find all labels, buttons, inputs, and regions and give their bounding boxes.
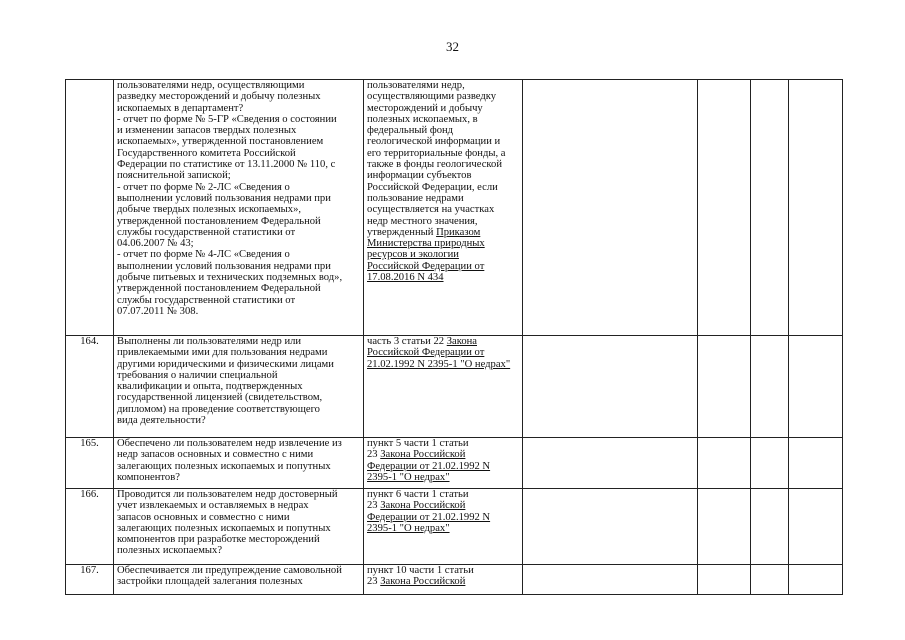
yes-cell: [698, 336, 751, 438]
reference-line: [367, 114, 519, 125]
law-link[interactable]: Приказом: [436, 226, 481, 238]
reference-text: также в фонды геологической: [367, 159, 503, 171]
answer-cell: [523, 336, 698, 438]
reference-text: утвержденный: [367, 226, 437, 238]
table-row: [66, 336, 843, 438]
law-link[interactable]: 2395-1 "О недрах": [367, 471, 450, 483]
question-line: Федерации по статистике от 13.11.2000 № 110, с: [117, 159, 336, 171]
question-line: - отчет по форме № 5-ГР «Сведения о состоянии: [117, 113, 337, 125]
reference-line: [367, 523, 519, 534]
legal-reference-cell: [364, 565, 523, 595]
reference-line: [367, 461, 519, 472]
reference-line: [367, 489, 519, 500]
question-line: привлекаемыми ими для пользования недрами: [117, 347, 328, 359]
law-link[interactable]: 17.08.2016 N 434: [367, 272, 444, 284]
reference-text: полезных ископаемых, в: [367, 113, 478, 125]
no-cell: [751, 80, 789, 336]
reference-line: [367, 359, 519, 370]
note-cell: [789, 336, 843, 438]
yes-cell: [698, 565, 751, 595]
question-cell: [114, 489, 364, 565]
reference-text: Российской Федерации, если: [367, 181, 498, 193]
no-cell: [751, 336, 789, 438]
yes-cell: [698, 80, 751, 336]
reference-text: 23: [367, 500, 381, 512]
table-row: [66, 565, 843, 595]
question-line: Обеспечивается ли предупреждение самовольной: [117, 565, 342, 576]
question-cell: [114, 336, 364, 438]
question-cell: [114, 438, 364, 489]
question-line: полезных ископаемых?: [117, 545, 223, 557]
question-cell: [114, 80, 364, 336]
reference-line: [367, 227, 519, 238]
question-line: вида деятельности?: [117, 415, 206, 427]
reference-line: [367, 136, 519, 147]
reference-line: [367, 272, 519, 283]
question-line: пользователями недр, осуществляющими: [117, 80, 305, 91]
reference-text: пользование недрами: [367, 192, 464, 204]
yes-cell: [698, 489, 751, 565]
question-line: учет извлекаемых и оставляемых в недрах: [117, 500, 309, 512]
law-link[interactable]: Министерства природных: [367, 238, 485, 250]
no-cell: [751, 489, 789, 565]
reference-text: осуществляется на участках: [367, 204, 495, 216]
reference-line: [367, 438, 519, 449]
question-line: и изменении запасов твердых полезных: [117, 125, 297, 137]
table-row: [66, 489, 843, 565]
law-link[interactable]: ресурсов и экологии: [367, 249, 459, 261]
question-line: добыче твердых полезных ископаемых»,: [117, 204, 302, 216]
law-link[interactable]: Российской Федерации от: [367, 347, 485, 359]
question-line: Проводится ли пользователем недр достоверный: [117, 489, 338, 500]
reference-line: [367, 91, 519, 102]
reference-text: осуществляющими разведку: [367, 91, 497, 103]
no-cell: [751, 438, 789, 489]
reference-line: [367, 182, 519, 193]
question-line: требования о наличии специальной: [117, 369, 278, 381]
row-number: 165.: [66, 438, 114, 489]
question-line: Выполнены ли пользователями недр или: [117, 336, 302, 347]
reference-line: [367, 159, 519, 170]
answer-cell: [523, 489, 698, 565]
reference-line: [367, 216, 519, 227]
page-number: 32: [446, 39, 459, 54]
question-line: другими юридическими и физическими лицами: [117, 358, 334, 370]
question-line: дипломом) на проведение соответствующего: [117, 403, 320, 415]
row-number: 167.: [66, 565, 114, 595]
question-line: - отчет по форме № 4-ЛС «Сведения о: [117, 249, 290, 261]
question-line: службы государственной статистики от: [117, 226, 296, 238]
question-line: компонентов при разработке месторождений: [117, 534, 320, 546]
question-line: Обеспечено ли пользователем недр извлечение из: [117, 438, 342, 449]
legal-reference-cell: [364, 336, 523, 438]
reference-line: [367, 170, 519, 181]
note-cell: [789, 438, 843, 489]
reference-line: [367, 512, 519, 523]
reference-text: пункт 6 части 1 статьи: [367, 489, 469, 500]
note-cell: [789, 80, 843, 336]
reference-text: месторождений и добычу: [367, 102, 483, 114]
question-line: добыче питьевых и технических подземных вод»,: [117, 272, 343, 284]
reference-text: информации субъектов: [367, 170, 472, 182]
question-line: 07.07.2011 № 308.: [117, 305, 199, 317]
reference-text: 23: [367, 449, 381, 461]
reference-line: [367, 261, 519, 272]
row-number: 164.: [66, 336, 114, 438]
reference-text: пункт 10 части 1 статьи: [367, 565, 474, 576]
reference-line: [367, 500, 519, 511]
legal-reference-cell: [364, 80, 523, 336]
reference-text: недр местного значения,: [367, 215, 478, 227]
reference-line: [367, 336, 519, 347]
reference-line: [367, 148, 519, 159]
reference-text: его территориальные фонды, а: [367, 147, 506, 159]
no-cell: [751, 565, 789, 595]
law-link[interactable]: Закона Российской: [380, 576, 466, 588]
reference-line: [367, 193, 519, 204]
law-link[interactable]: Российской Федерации от: [367, 260, 485, 272]
row-number: [66, 80, 114, 336]
reference-line: [367, 472, 519, 483]
answer-cell: [523, 438, 698, 489]
law-link[interactable]: 21.02.1992 N 2395-1 "О недрах": [367, 358, 511, 370]
reference-line: [367, 125, 519, 136]
law-link[interactable]: Федерации от 21.02.1992 N: [367, 511, 491, 523]
law-link[interactable]: Закона Российской: [380, 500, 466, 512]
reference-text: пользователями недр,: [367, 80, 465, 91]
question-line: службы государственной статистики от: [117, 294, 296, 306]
table-row: [66, 80, 843, 336]
question-line: 04.06.2007 № 43;: [117, 238, 194, 250]
question-line: залегающих полезных ископаемых и попутных: [117, 522, 331, 534]
question-line: государственной лицензией (свидетельством,: [117, 392, 323, 404]
reference-line: [367, 449, 519, 460]
row-number: 166.: [66, 489, 114, 565]
question-line: Государственного комитета Российской: [117, 147, 296, 159]
checklist-table: [65, 79, 843, 595]
reference-text: федеральный фонд: [367, 125, 454, 137]
reference-text: часть 3 статьи 22: [367, 336, 447, 347]
reference-text: геологической информации и: [367, 136, 501, 148]
question-line: - отчет по форме № 2-ЛС «Сведения о: [117, 181, 290, 193]
law-link[interactable]: Закона: [446, 336, 477, 347]
reference-line: [367, 565, 519, 576]
question-line: ископаемых», утвержденной постановлением: [117, 136, 324, 148]
table-row: [66, 438, 843, 489]
law-link[interactable]: 2395-1 "О недрах": [367, 522, 450, 534]
question-line: выполнении условий пользования недрами при: [117, 260, 331, 272]
question-line: ископаемых в департамент?: [117, 102, 244, 114]
answer-cell: [523, 565, 698, 595]
reference-line: [367, 103, 519, 114]
reference-line: [367, 204, 519, 215]
reference-line: [367, 347, 519, 358]
law-link[interactable]: Федерации от 21.02.1992 N: [367, 460, 491, 472]
answer-cell: [523, 80, 698, 336]
law-link[interactable]: Закона Российской: [380, 449, 466, 461]
reference-line: [367, 576, 519, 587]
question-line: разведку месторождений и добычу полезных: [117, 91, 321, 103]
note-cell: [789, 565, 843, 595]
legal-reference-cell: [364, 438, 523, 489]
question-line: пояснительной запиской;: [117, 170, 231, 182]
reference-line: [367, 249, 519, 260]
question-line: квалификации и опыта, подтвержденных: [117, 381, 303, 393]
question-line: застройки площадей залегания полезных: [117, 576, 303, 588]
question-line: недр запасов основных и совместно с ними: [117, 449, 314, 461]
legal-reference-cell: [364, 489, 523, 565]
reference-text: 23: [367, 576, 381, 588]
question-line: залегающих полезных ископаемых и попутных: [117, 460, 331, 472]
question-line: утвержденной постановлением Федеральной: [117, 215, 321, 227]
note-cell: [789, 489, 843, 565]
question-line: утвержденной постановлением Федеральной: [117, 283, 321, 295]
reference-text: пункт 5 части 1 статьи: [367, 438, 469, 449]
yes-cell: [698, 438, 751, 489]
reference-line: [367, 238, 519, 249]
question-cell: [114, 565, 364, 595]
question-line: компонентов?: [117, 471, 180, 483]
reference-line: [367, 80, 519, 91]
question-line: выполнении условий пользования недрами при: [117, 192, 331, 204]
question-line: запасов основных и совместно с ними: [117, 511, 290, 523]
